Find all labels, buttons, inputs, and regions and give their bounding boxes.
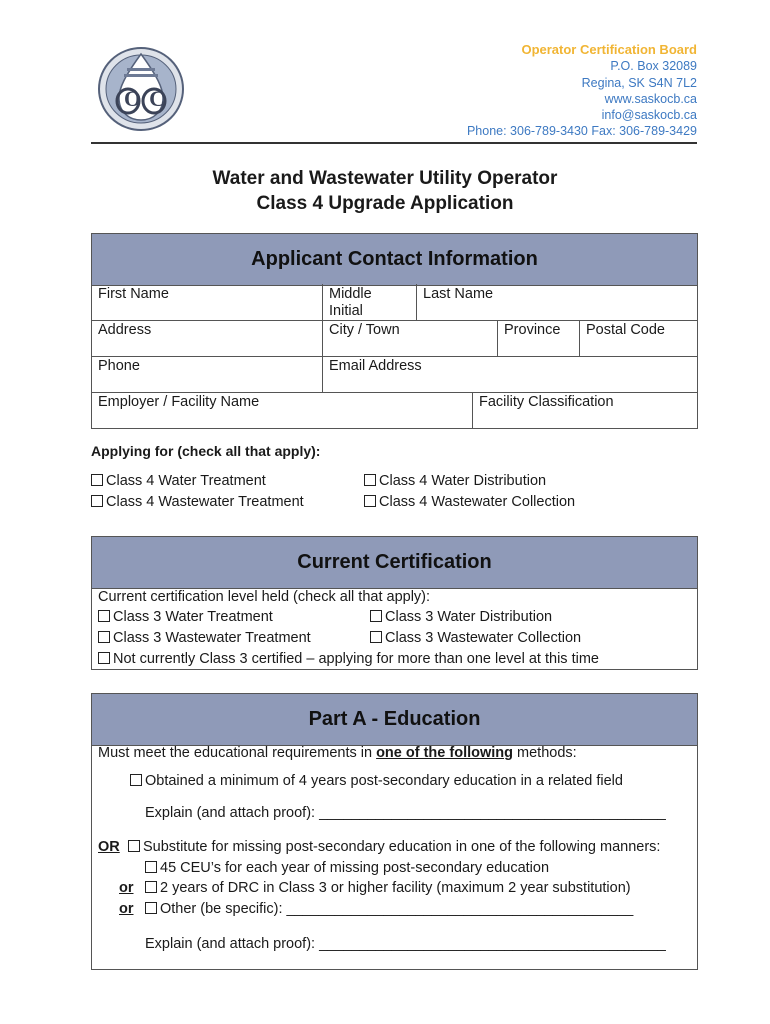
address-label: Address xyxy=(98,322,152,338)
city-town-label: City / Town xyxy=(329,322,400,338)
logo-letters: OC xyxy=(124,86,173,111)
phone-label: Phone xyxy=(98,358,140,374)
phone-field[interactable] xyxy=(92,358,322,392)
option-label: Class 4 Wastewater Treatment xyxy=(106,494,304,510)
checkbox[interactable] xyxy=(98,610,110,622)
address-field[interactable] xyxy=(92,322,322,356)
education-heading: Part A - Education xyxy=(92,694,697,746)
option-label: Not currently Class 3 certified – applying for more than one level at this time xyxy=(113,651,599,667)
sub-option-drc[interactable] xyxy=(145,880,631,896)
current-class3-wastewater-treatment[interactable] xyxy=(98,630,311,646)
option-label: Class 3 Wastewater Collection xyxy=(385,630,582,646)
checkbox[interactable] xyxy=(91,495,103,507)
option-label: 2 years of DRC in Class 3 or higher facility (maximum 2 year substitution) xyxy=(160,880,631,896)
current-class3-water-distribution[interactable] xyxy=(370,609,552,625)
divider xyxy=(91,392,698,393)
intro-text-end: methods: xyxy=(513,745,577,761)
option-label: Class 3 Water Distribution xyxy=(385,609,553,625)
org-email[interactable]: info@saskocb.ca xyxy=(601,108,697,123)
first-name-field[interactable] xyxy=(92,286,322,320)
or-label: OR xyxy=(98,839,120,855)
apply-class4-wastewater-collection[interactable] xyxy=(364,494,575,510)
apply-class4-water-distribution[interactable] xyxy=(364,473,546,489)
checkbox[interactable] xyxy=(364,495,376,507)
explain-line-2[interactable]: Explain (and attach proof): ___________________________________________ xyxy=(145,936,666,952)
last-name-field[interactable] xyxy=(417,286,697,320)
checkbox[interactable] xyxy=(130,774,142,786)
option-label: 45 CEU’s for each year of missing post-secondary education xyxy=(160,860,550,876)
option-label: Class 3 Wastewater Treatment xyxy=(113,630,311,646)
intro-text: Must meet the educational requirements in xyxy=(98,745,377,761)
ocb-logo xyxy=(97,46,185,132)
middle-initial-label: Middle xyxy=(329,286,372,302)
applying-for-label: Applying for (check all that apply): xyxy=(91,443,321,459)
checkbox[interactable] xyxy=(145,861,157,873)
education-intro xyxy=(98,745,577,761)
page-title-line1: Water and Wastewater Utility Operator xyxy=(212,168,558,189)
current-class3-wastewater-collection[interactable] xyxy=(370,630,581,646)
or-label: or xyxy=(119,901,134,917)
checkbox[interactable] xyxy=(145,902,157,914)
org-phone-fax: Phone: 306-789-3430 Fax: 306-789-3429 xyxy=(466,124,697,139)
middle-initial-label-2: Initial xyxy=(329,303,363,319)
postal-code-label: Postal Code xyxy=(586,322,665,338)
divider xyxy=(91,356,698,357)
checkbox[interactable] xyxy=(98,652,110,664)
current-not-class3[interactable] xyxy=(98,651,599,667)
option-label: Substitute for missing post-secondary education in one of the following manners: xyxy=(143,839,661,855)
org-city: Regina, SK S4N 7L2 xyxy=(581,75,697,90)
checkbox[interactable] xyxy=(370,631,382,643)
intro-emphasis: one of the following xyxy=(376,745,513,761)
facility-classification-field[interactable] xyxy=(473,394,697,428)
option-label: Other (be specific): ___________________________________________ xyxy=(160,901,634,917)
education-section xyxy=(91,693,698,970)
org-po-box: P.O. Box 32089 xyxy=(610,59,697,74)
checkbox[interactable] xyxy=(98,631,110,643)
apply-class4-water-treatment[interactable] xyxy=(91,473,266,489)
sub-option-ceu[interactable] xyxy=(145,860,549,876)
current-certification-heading: Current Certification xyxy=(92,537,697,589)
employer-field[interactable] xyxy=(92,394,472,428)
postal-code-field[interactable] xyxy=(580,322,697,356)
current-intro: Current certification level held (check all that apply): xyxy=(98,589,431,605)
facility-classification-label: Facility Classification xyxy=(479,394,614,410)
edu-option-4-years[interactable] xyxy=(130,773,623,789)
org-contact-block xyxy=(467,42,697,140)
option-label: Class 4 Wastewater Collection xyxy=(379,494,576,510)
province-field[interactable] xyxy=(498,322,579,356)
checkbox[interactable] xyxy=(91,474,103,486)
option-label: Class 4 Water Distribution xyxy=(379,473,547,489)
contact-heading: Applicant Contact Information xyxy=(92,234,697,286)
org-name: Operator Certification Board xyxy=(521,42,697,57)
checkbox[interactable] xyxy=(145,881,157,893)
option-label: Class 4 Water Treatment xyxy=(106,473,266,489)
first-name-label: First Name xyxy=(98,286,169,302)
option-label: Class 3 Water Treatment xyxy=(113,609,273,625)
last-name-label: Last Name xyxy=(423,286,494,302)
header-divider xyxy=(91,142,697,144)
or-label: or xyxy=(119,880,134,896)
page-title-line2: Class 4 Upgrade Application xyxy=(256,193,514,214)
org-website[interactable]: www.saskocb.ca xyxy=(604,91,697,106)
email-label: Email Address xyxy=(329,358,422,374)
checkbox[interactable] xyxy=(128,840,140,852)
current-class3-water-treatment[interactable] xyxy=(98,609,273,625)
option-label: Obtained a minimum of 4 years post-secondary education in a related field xyxy=(145,773,623,789)
province-label: Province xyxy=(504,322,561,338)
divider xyxy=(91,320,698,321)
checkbox[interactable] xyxy=(364,474,376,486)
middle-initial-field[interactable] xyxy=(323,286,416,320)
checkbox[interactable] xyxy=(370,610,382,622)
apply-class4-wastewater-treatment[interactable] xyxy=(91,494,304,510)
sub-option-other[interactable] xyxy=(145,901,633,917)
city-town-field[interactable] xyxy=(323,322,497,356)
email-field[interactable] xyxy=(323,358,697,392)
employer-label: Employer / Facility Name xyxy=(98,394,260,410)
explain-line-1[interactable]: Explain (and attach proof): ___________________________________________ xyxy=(145,805,666,821)
edu-option-substitute[interactable] xyxy=(128,839,660,855)
